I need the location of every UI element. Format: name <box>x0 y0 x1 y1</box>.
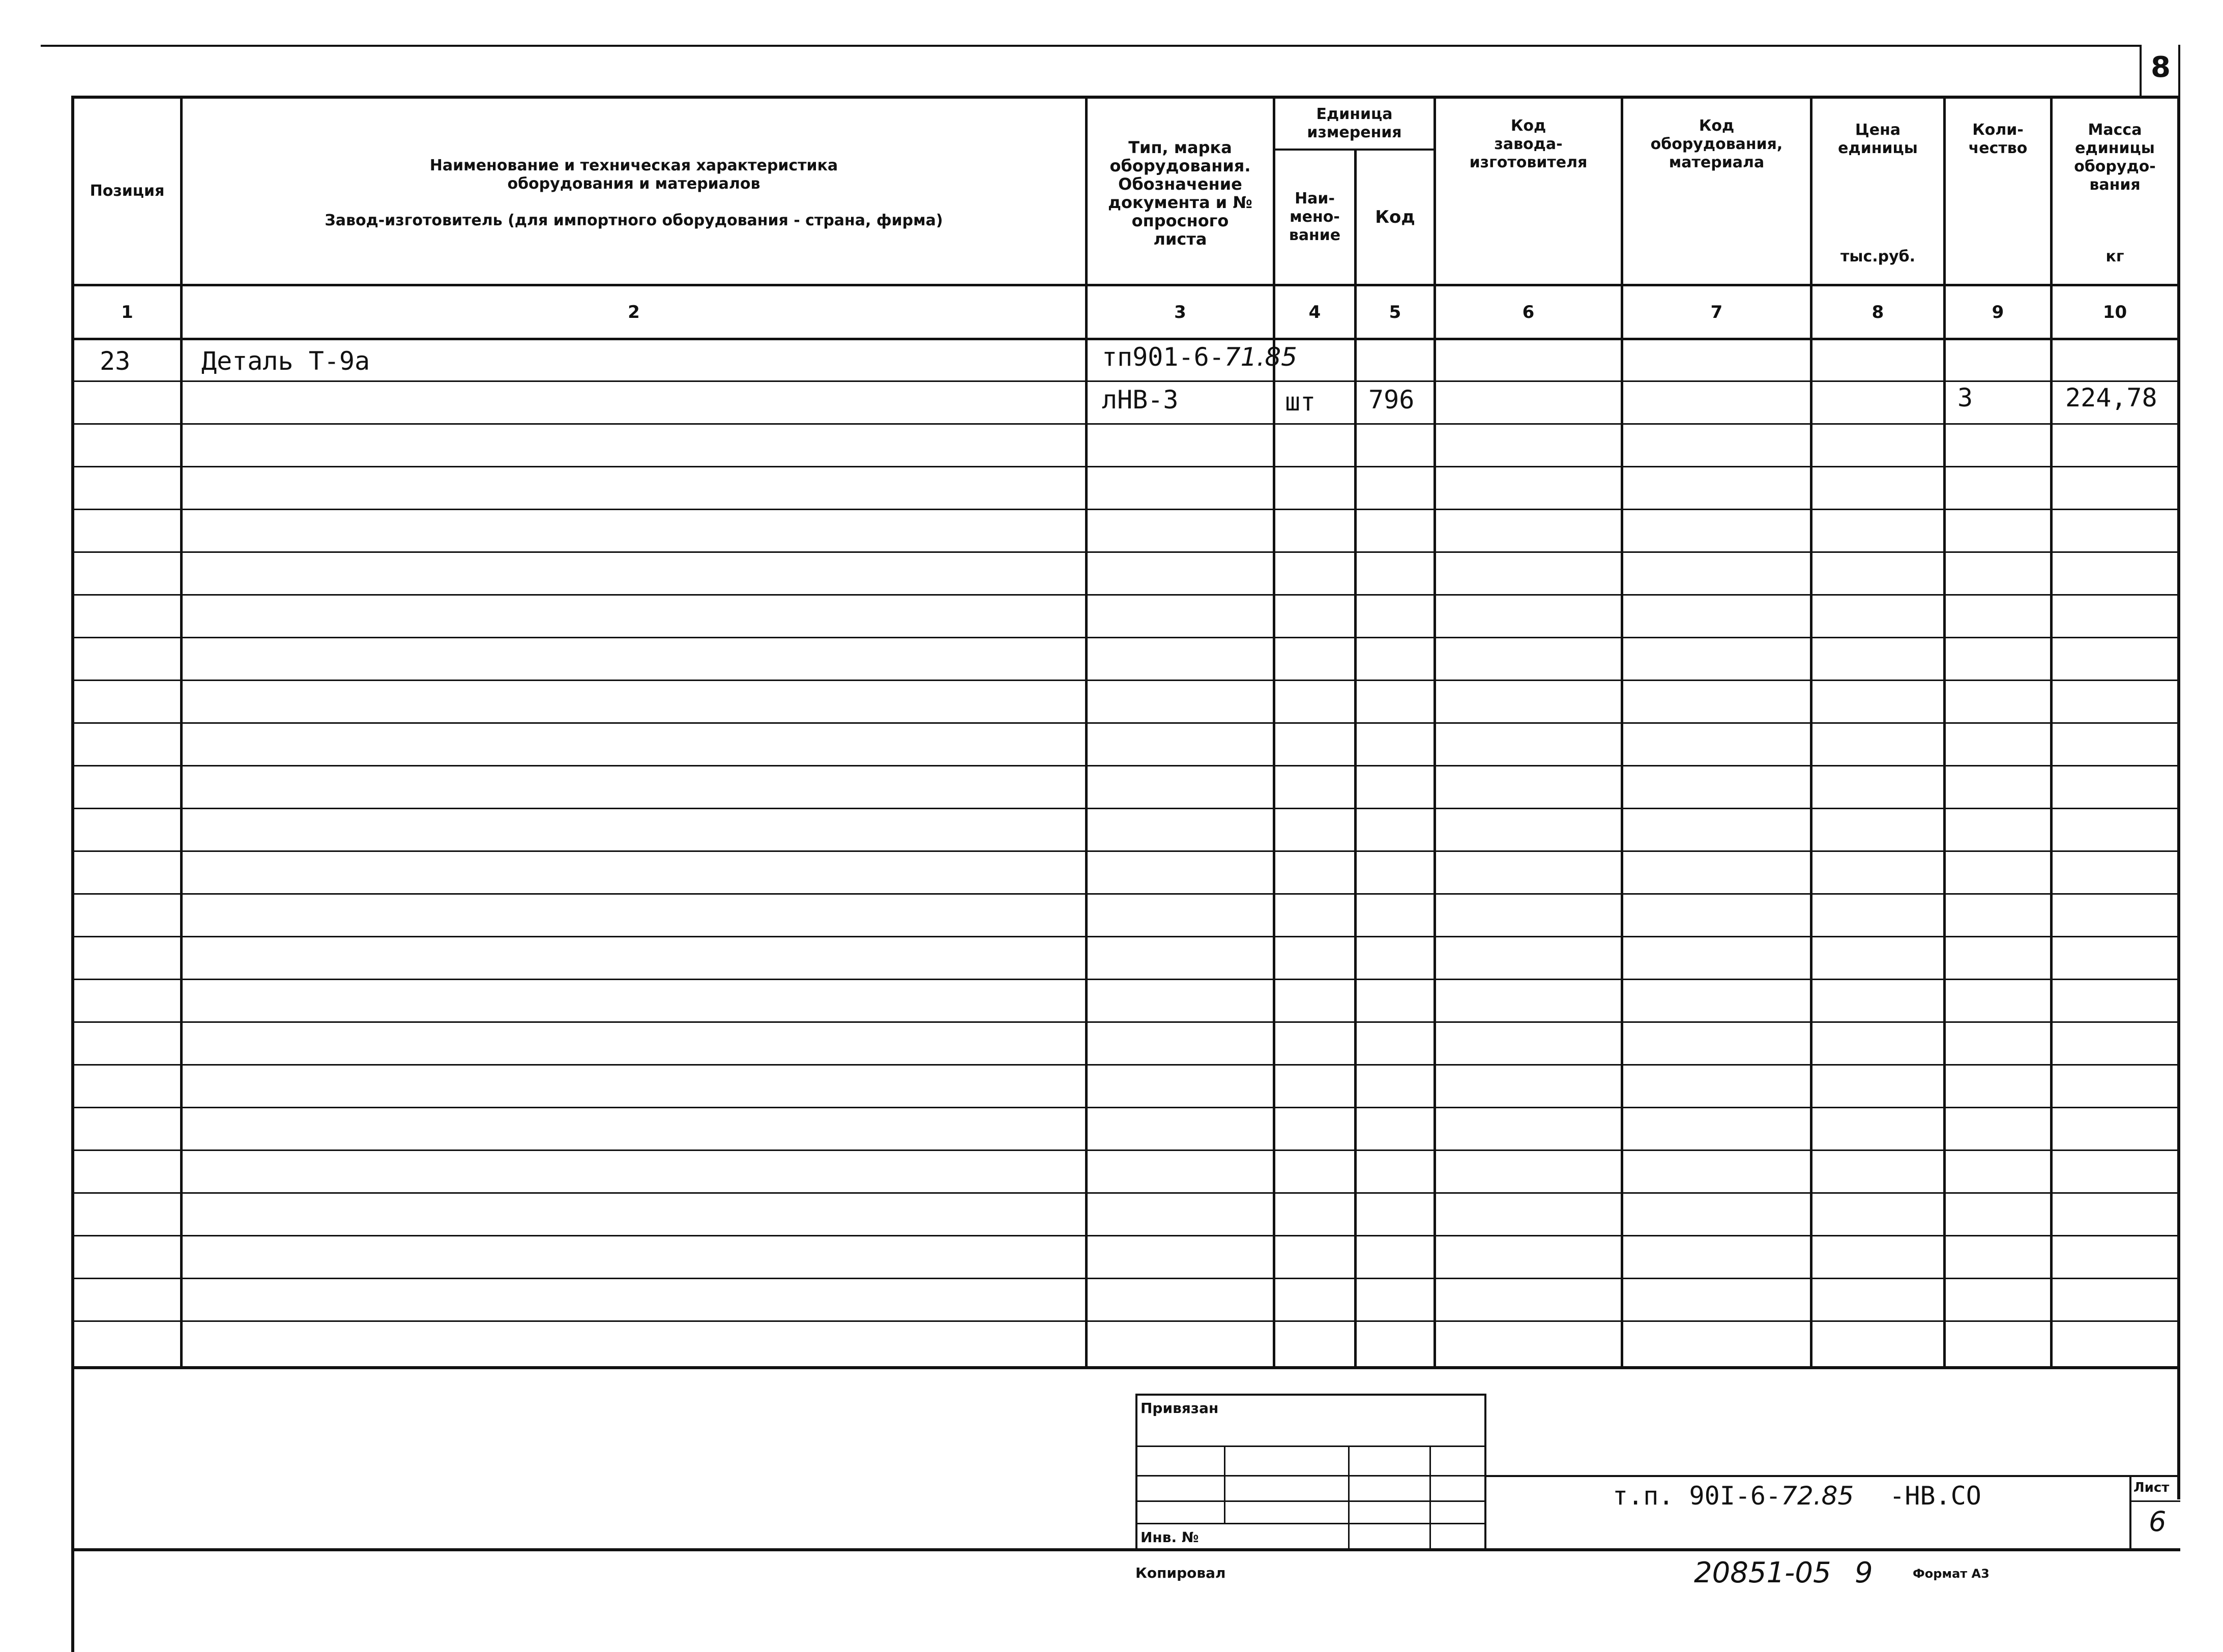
stamp-right <box>1484 1394 1486 1551</box>
header-unit-code: Код <box>1375 207 1415 227</box>
header-quantity: Коли- чество <box>1968 121 2028 157</box>
row-line <box>71 808 2180 809</box>
column-number: 5 <box>1389 302 1401 322</box>
table-bottom-border <box>71 1366 2180 1369</box>
document-code: т.п. 90I-6-72.85 -НВ.СО <box>1613 1481 1981 1511</box>
footer-archive-sheet: 9 <box>1855 1556 1873 1589</box>
row1-position: 23 <box>100 346 131 376</box>
row-line <box>71 979 2180 980</box>
header-mass: Масса единицы оборудо- вания <box>2074 121 2156 194</box>
corner-box-right <box>2178 45 2180 96</box>
footer-archive-number: 20851-05 <box>1694 1556 1831 1589</box>
footer-format: Формат А3 <box>1913 1567 1990 1581</box>
frame-bottom-border <box>71 1548 2180 1551</box>
row2-unit-name: шт <box>1285 387 1316 417</box>
column-number: 1 <box>121 302 133 322</box>
stamp-col-line <box>1224 1446 1225 1523</box>
row-line <box>71 1064 2180 1066</box>
stamp-row-line <box>1135 1523 1486 1524</box>
row2-type-mark: лНВ-3 <box>1102 385 1179 415</box>
column-number: 4 <box>1308 302 1321 322</box>
row-line <box>71 680 2180 681</box>
column-number: 2 <box>628 302 640 322</box>
row-line <box>71 637 2180 638</box>
row1-name: Деталь Т-9а <box>201 346 370 376</box>
header-price-unit: тыс.руб. <box>1840 248 1916 266</box>
row-line <box>71 594 2180 596</box>
row-line <box>71 1235 2180 1236</box>
row-line <box>71 893 2180 895</box>
row-line <box>71 1107 2180 1108</box>
header-maker-code: Код завода- изготовителя <box>1469 117 1588 171</box>
row-line <box>71 551 2180 553</box>
row-line <box>71 722 2180 724</box>
row2-unit-code: 796 <box>1368 385 1415 415</box>
row1-type-mark: тп901-6-71.85 <box>1102 342 1297 372</box>
header-name: Наименование и техническая характеристика оборудования и материалов Завод-изготовитель (для импортного оборудования - страна, фирма) <box>325 157 943 229</box>
column-number: 3 <box>1174 302 1186 322</box>
sheet-corner-number: 8 <box>2151 51 2171 84</box>
footer-copied: Копировал <box>1135 1565 1226 1581</box>
row-line <box>71 1192 2180 1194</box>
row-line <box>71 423 2180 425</box>
row-line <box>71 1021 2180 1023</box>
header-type-mark: Тип, марка оборудования. Обозначение документа и № опросного листа <box>1108 138 1252 249</box>
header-unit-group: Единица измерения <box>1307 105 1402 141</box>
corner-box-left <box>2140 45 2142 96</box>
column-number: 10 <box>2102 302 2127 322</box>
column-number: 6 <box>1522 302 1535 322</box>
top-rule <box>41 45 2142 47</box>
row-line <box>71 850 2180 852</box>
row-line <box>71 765 2180 766</box>
row-line <box>71 1320 2180 1322</box>
table-right-border <box>2177 96 2180 1499</box>
stamp-top <box>1135 1394 1486 1396</box>
row-line <box>71 1278 2180 1279</box>
stamp-inv-no: Инв. № <box>1140 1529 1199 1546</box>
sheet-value: 6 <box>2149 1506 2167 1538</box>
column-number: 7 <box>1710 302 1723 322</box>
sheet-box-divider <box>2129 1500 2180 1502</box>
title-block-top <box>1484 1475 2180 1477</box>
row-line <box>71 380 2180 382</box>
header-mass-unit: кг <box>2105 248 2124 266</box>
header-unit-name: Наи- мено- вание <box>1289 190 1341 244</box>
sheet-label: Лист <box>2133 1480 2170 1495</box>
row-line <box>71 1149 2180 1151</box>
row-line <box>71 509 2180 510</box>
column-number: 8 <box>1871 302 1884 322</box>
header-position: Позиция <box>90 182 165 200</box>
stamp-col-line <box>1348 1446 1350 1551</box>
header-price: Цена единицы <box>1838 121 1918 157</box>
stamp-row-line <box>1135 1475 1486 1477</box>
header-equipment-code: Код оборудования, материала <box>1650 117 1783 171</box>
stamp-row-line <box>1135 1446 1486 1447</box>
column-numbers-bottom-rule <box>71 338 2180 340</box>
stamp-col-line <box>1429 1446 1431 1551</box>
row-line <box>71 936 2180 937</box>
row2-mass: 224,78 <box>2065 383 2157 412</box>
column-number: 9 <box>1992 302 2004 322</box>
sheet-box-left <box>2129 1475 2131 1549</box>
stamp-row-line <box>1135 1500 1486 1502</box>
row-line <box>71 466 2180 467</box>
stamp-privyazan: Привязан <box>1140 1400 1219 1417</box>
row2-quantity: 3 <box>1957 383 1973 412</box>
stamp-left <box>1135 1394 1137 1551</box>
